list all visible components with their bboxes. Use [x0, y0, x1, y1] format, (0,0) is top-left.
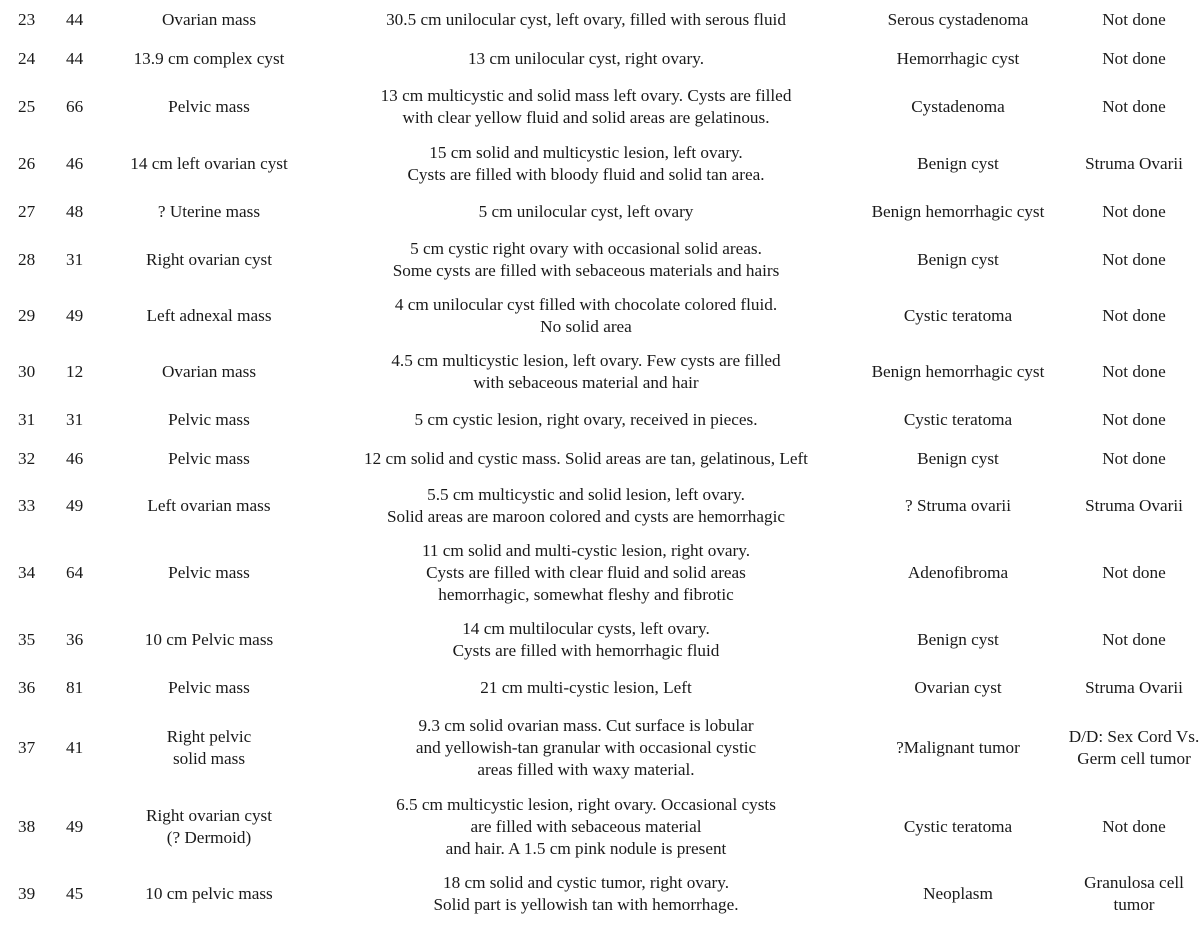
final-diagnosis-line: Not done [1102, 410, 1166, 429]
final-diagnosis-cell [1066, 344, 1202, 400]
final-diagnosis-cell [1066, 288, 1202, 344]
clinical-diagnosis-line: 10 cm Pelvic mass [144, 630, 274, 649]
final-diagnosis-cell [1066, 192, 1202, 232]
gross-description-cell [322, 288, 850, 344]
table-row [0, 192, 1202, 232]
age-cell: 44 [66, 10, 84, 29]
histopathology-diagnosis-cell [850, 232, 1066, 288]
table-row [0, 344, 1202, 400]
histopathology-diagnosis-line: Cystic teratoma [903, 306, 1013, 325]
final-diagnosis-cell [1066, 440, 1202, 478]
gross-description-line: 5.5 cm multicystic and solid lesion, left ovary. [427, 485, 745, 504]
table-row [0, 788, 1202, 866]
histopathology-diagnosis-line: Ovarian cyst [914, 678, 1002, 697]
gross-description-line: hemorrhagic, somewhat fleshy and fibrotic [438, 585, 734, 604]
case-number-cell: 38 [18, 817, 36, 836]
final-diagnosis-line: Not done [1102, 49, 1166, 68]
clinical-diagnosis-cell [96, 78, 322, 136]
clinical-diagnosis-line: Pelvic mass [168, 97, 250, 116]
case-number-cell: 24 [18, 49, 36, 68]
gross-description-line: 30.5 cm unilocular cyst, left ovary, filled with serous fluid [386, 10, 786, 29]
gross-description-line: Cysts are filled with bloody fluid and solid tan area. [407, 165, 765, 184]
final-diagnosis-line: Not done [1102, 817, 1166, 836]
gross-description-cell [322, 534, 850, 612]
histopathology-diagnosis-line: Cystadenoma [911, 97, 1005, 116]
gross-description-line: 13 cm unilocular cyst, right ovary. [467, 49, 705, 68]
gross-description-line: 21 cm multi-cystic lesion, Left [480, 678, 692, 697]
age-cell: 31 [66, 250, 84, 269]
histopathology-diagnosis-cell [850, 78, 1066, 136]
clinical-diagnosis-cell [96, 440, 322, 478]
clinical-diagnosis-cell [96, 136, 322, 192]
gross-description-cell [322, 344, 850, 400]
gross-description-cell [322, 866, 850, 922]
case-number-cell: 30 [18, 362, 36, 381]
clinical-diagnosis-line: Ovarian mass [161, 362, 257, 381]
final-diagnosis-line: Struma Ovarii [1085, 496, 1183, 515]
gross-description-line: Solid part is yellowish tan with hemorrhage. [433, 895, 739, 914]
gross-description-cell [322, 612, 850, 668]
case-number-cell: 34 [18, 563, 36, 582]
histopathology-diagnosis-line: Benign cyst [917, 250, 999, 269]
case-number-cell: 28 [18, 250, 36, 269]
table-row [0, 866, 1202, 922]
gross-description-line: Cysts are filled with clear fluid and solid areas [426, 563, 746, 582]
age-cell: 48 [66, 202, 84, 221]
age-cell: 64 [66, 563, 84, 582]
case-number-cell: 29 [18, 306, 36, 325]
age-cell: 46 [66, 154, 84, 173]
case-number-cell: 36 [18, 678, 36, 697]
final-diagnosis-line: Struma Ovarii [1085, 154, 1183, 173]
gross-description-cell [322, 440, 850, 478]
case-number-cell: 31 [18, 410, 36, 429]
age-cell: 49 [66, 817, 84, 836]
final-diagnosis-line: Not done [1102, 250, 1166, 269]
clinical-diagnosis-line: Right pelvic [166, 727, 252, 746]
gross-description-line: 15 cm solid and multicystic lesion, left ovary. [429, 143, 743, 162]
final-diagnosis-cell [1066, 866, 1202, 922]
gross-description-line: Some cysts are filled with sebaceous materials and hairs [392, 261, 780, 280]
table-row [0, 534, 1202, 612]
clinical-diagnosis-cell [96, 612, 322, 668]
clinical-diagnosis-line: Right ovarian cyst [145, 806, 273, 825]
gross-description-cell [322, 0, 850, 40]
gross-description-line: 12 cm solid and cystic mass. Solid areas are tan, gelatinous, Left [364, 449, 808, 468]
gross-description-cell [322, 232, 850, 288]
gross-description-line: 9.3 cm solid ovarian mass. Cut surface is lobular [418, 716, 754, 735]
final-diagnosis-cell [1066, 400, 1202, 440]
final-diagnosis-line: Not done [1102, 362, 1166, 381]
histopathology-diagnosis-cell [850, 400, 1066, 440]
age-cell: 66 [66, 97, 84, 116]
table-row [0, 0, 1202, 40]
gross-description-line: 4.5 cm multicystic lesion, left ovary. Few cysts are filled [391, 351, 781, 370]
case-number-cell: 35 [18, 630, 36, 649]
gross-description-cell [322, 40, 850, 78]
final-diagnosis-cell [1066, 40, 1202, 78]
age-cell: 12 [66, 362, 84, 381]
clinical-diagnosis-line: Ovarian mass [161, 10, 257, 29]
gross-description-line: Cysts are filled with hemorrhagic fluid [452, 641, 720, 660]
gross-description-line: 18 cm solid and cystic tumor, right ovary. [442, 873, 730, 892]
table-row [0, 708, 1202, 788]
gross-description-cell [322, 136, 850, 192]
clinical-diagnosis-line: Pelvic mass [168, 410, 250, 429]
clinical-diagnosis-cell [96, 668, 322, 708]
age-cell: 46 [66, 449, 84, 468]
histopathology-diagnosis-line: Benign cyst [917, 449, 999, 468]
table-row [0, 40, 1202, 78]
gross-description-line: 13 cm multicystic and solid mass left ovary. Cysts are filled [380, 86, 792, 105]
final-diagnosis-cell [1066, 534, 1202, 612]
age-cell: 81 [66, 678, 84, 697]
gross-description-line: 4 cm unilocular cyst filled with chocolate colored fluid. [394, 295, 778, 314]
gross-description-cell [322, 708, 850, 788]
final-diagnosis-cell [1066, 788, 1202, 866]
gross-description-line: are filled with sebaceous material [470, 817, 702, 836]
age-cell: 49 [66, 496, 84, 515]
gross-description-line: 14 cm multilocular cysts, left ovary. [462, 619, 710, 638]
clinical-diagnosis-cell [96, 400, 322, 440]
clinical-diagnosis-cell [96, 232, 322, 288]
clinical-diagnosis-cell [96, 478, 322, 534]
case-number-cell: 39 [18, 884, 36, 903]
gross-description-line: No solid area [540, 317, 632, 336]
clinical-diagnosis-line: (? Dermoid) [166, 828, 252, 847]
gross-description-line: with clear yellow fluid and solid areas are gelatinous. [402, 108, 770, 127]
final-diagnosis-cell [1066, 478, 1202, 534]
table-row [0, 288, 1202, 344]
gross-description-line: Solid areas are maroon colored and cysts are hemorrhagic [386, 507, 785, 526]
final-diagnosis-line: Not done [1102, 202, 1166, 221]
clinical-diagnosis-line: Left ovarian mass [147, 496, 271, 515]
histopathology-diagnosis-line: Benign cyst [917, 154, 999, 173]
gross-description-cell [322, 78, 850, 136]
case-number-cell: 37 [18, 738, 36, 757]
clinical-diagnosis-cell [96, 866, 322, 922]
final-diagnosis-line: Granulosa cell [1084, 873, 1184, 892]
final-diagnosis-cell [1066, 708, 1202, 788]
histopathology-diagnosis-line: ?Malignant tumor [896, 738, 1020, 757]
clinical-diagnosis-cell [96, 708, 322, 788]
gross-description-line: and yellowish-tan granular with occasional cystic [415, 738, 757, 757]
final-diagnosis-line: Germ cell tumor [1077, 749, 1191, 768]
final-diagnosis-cell [1066, 232, 1202, 288]
gross-description-line: with sebaceous material and hair [473, 373, 699, 392]
final-diagnosis-line: Not done [1102, 10, 1166, 29]
histopathology-diagnosis-cell [850, 288, 1066, 344]
final-diagnosis-line: Not done [1102, 563, 1166, 582]
gross-description-line: 6.5 cm multicystic lesion, right ovary. Occasional cysts [396, 795, 776, 814]
histopathology-diagnosis-line: Benign hemorrhagic cyst [871, 202, 1045, 221]
histopathology-diagnosis-line: Serous cystadenoma [887, 10, 1029, 29]
histopathology-diagnosis-line: Hemorrhagic cyst [896, 49, 1020, 68]
histopathology-diagnosis-line: Adenofibroma [907, 563, 1009, 582]
clinical-diagnosis-line: Pelvic mass [168, 563, 250, 582]
clinical-diagnosis-cell [96, 192, 322, 232]
gross-description-cell [322, 478, 850, 534]
final-diagnosis-line: Not done [1102, 449, 1166, 468]
final-diagnosis-cell [1066, 668, 1202, 708]
gross-description-line: areas filled with waxy material. [477, 760, 695, 779]
final-diagnosis-line: Not done [1102, 630, 1166, 649]
age-cell: 31 [66, 410, 84, 429]
clinical-diagnosis-cell [96, 40, 322, 78]
clinical-diagnosis-cell [96, 288, 322, 344]
gross-description-line: 11 cm solid and multi-cystic lesion, right ovary. [421, 541, 751, 560]
histopathology-diagnosis-cell [850, 708, 1066, 788]
clinical-diagnosis-line: Pelvic mass [168, 678, 250, 697]
final-diagnosis-line: Not done [1102, 97, 1166, 116]
final-diagnosis-cell [1066, 0, 1202, 40]
histopathology-diagnosis-line: Neoplasm [923, 884, 993, 903]
gross-description-cell [322, 788, 850, 866]
final-diagnosis-line: D/D: Sex Cord Vs. [1068, 727, 1200, 746]
clinical-diagnosis-line: solid mass [172, 749, 246, 768]
case-number-cell: 27 [18, 202, 36, 221]
histopathology-diagnosis-cell [850, 344, 1066, 400]
histopathology-diagnosis-cell [850, 192, 1066, 232]
clinical-diagnosis-cell [96, 534, 322, 612]
final-diagnosis-cell [1066, 78, 1202, 136]
table-row [0, 232, 1202, 288]
case-number-cell: 23 [18, 10, 36, 29]
age-cell: 36 [66, 630, 84, 649]
histopathology-diagnosis-cell [850, 534, 1066, 612]
table-row [0, 668, 1202, 708]
final-diagnosis-cell [1066, 136, 1202, 192]
age-cell: 41 [66, 738, 84, 757]
final-diagnosis-line: Not done [1102, 306, 1166, 325]
clinical-diagnosis-line: 10 cm pelvic mass [145, 884, 273, 903]
clinical-diagnosis-line: Right ovarian cyst [145, 250, 273, 269]
clinical-diagnosis-cell [96, 0, 322, 40]
table-row [0, 78, 1202, 136]
gross-description-line: 5 cm cystic right ovary with occasional solid areas. [410, 239, 762, 258]
histopathology-diagnosis-line: Cystic teratoma [903, 410, 1013, 429]
clinical-diagnosis-cell [96, 788, 322, 866]
table-row [0, 612, 1202, 668]
age-cell: 45 [66, 884, 84, 903]
gross-description-line: and hair. A 1.5 cm pink nodule is present [445, 839, 727, 858]
gross-description-cell [322, 400, 850, 440]
table-row [0, 440, 1202, 478]
gross-description-cell [322, 192, 850, 232]
histopathology-diagnosis-cell [850, 40, 1066, 78]
histopathology-diagnosis-line: Benign hemorrhagic cyst [871, 362, 1045, 381]
table-row [0, 136, 1202, 192]
case-number-cell: 25 [18, 97, 36, 116]
clinical-diagnosis-line: Pelvic mass [168, 449, 250, 468]
histopathology-diagnosis-cell [850, 668, 1066, 708]
clinical-diagnosis-line: Left adnexal mass [146, 306, 272, 325]
case-number-cell: 26 [18, 154, 36, 173]
gross-description-line: 5 cm cystic lesion, right ovary, received in pieces. [414, 410, 758, 429]
gross-description-line: 5 cm unilocular cyst, left ovary [478, 202, 694, 221]
histopathology-diagnosis-cell [850, 866, 1066, 922]
clinical-diagnosis-line: 13.9 cm complex cyst [133, 49, 285, 68]
clinical-diagnosis-line: ? Uterine mass [157, 202, 261, 221]
final-diagnosis-cell [1066, 612, 1202, 668]
histopathology-diagnosis-cell [850, 612, 1066, 668]
histopathology-diagnosis-cell [850, 478, 1066, 534]
clinical-diagnosis-cell [96, 344, 322, 400]
histopathology-diagnosis-line: Benign cyst [917, 630, 999, 649]
age-cell: 44 [66, 49, 84, 68]
clinical-diagnosis-line: 14 cm left ovarian cyst [130, 154, 288, 173]
histopathology-diagnosis-line: ? Struma ovarii [905, 496, 1011, 515]
histopathology-diagnosis-cell [850, 136, 1066, 192]
case-number-cell: 33 [18, 496, 36, 515]
table-row [0, 400, 1202, 440]
final-diagnosis-line: tumor [1113, 895, 1155, 914]
histopathology-diagnosis-cell [850, 0, 1066, 40]
table-row [0, 478, 1202, 534]
gross-description-cell [322, 668, 850, 708]
histopathology-diagnosis-cell [850, 788, 1066, 866]
case-number-cell: 32 [18, 449, 36, 468]
histopathology-diagnosis-line: Cystic teratoma [903, 817, 1013, 836]
histopathology-diagnosis-cell [850, 440, 1066, 478]
final-diagnosis-line: Struma Ovarii [1085, 678, 1183, 697]
age-cell: 49 [66, 306, 84, 325]
